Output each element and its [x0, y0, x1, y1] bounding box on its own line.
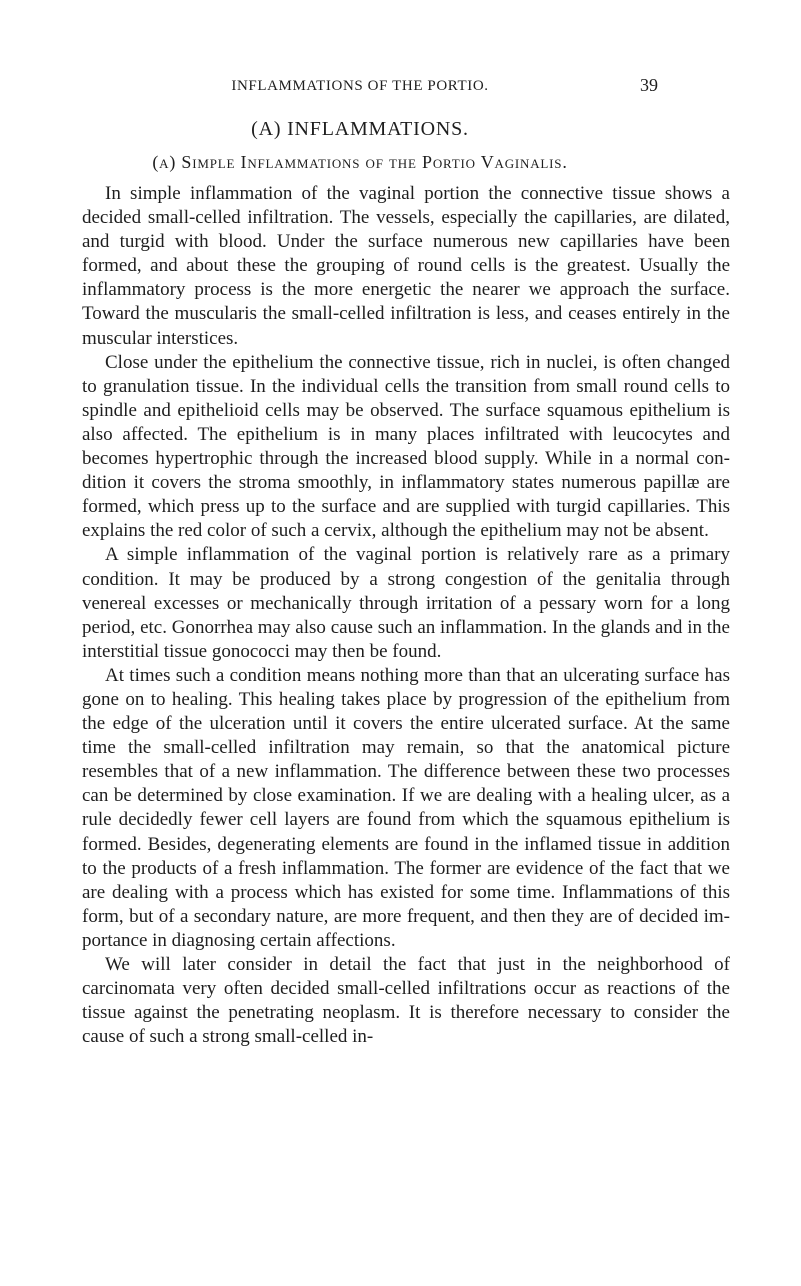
paragraph: In simple inflammation of the vaginal portion the connective tissue shows a decided small-celled infiltration. The vessels, especially the capillaries, are dilated, and turgid with blood. Under the surface numerous new capillaries have been formed, and about these the grouping of round cells is the greatest. Usually the inflammatory process is the more energetic the nearer we approach the surface. Toward the muscularis the small-celled infiltration is less, and ceases entirely in the muscular interstices. — [82, 183, 730, 349]
running-title: INFLAMMATIONS OF THE PORTIO. — [231, 78, 489, 94]
paragraph: Close under the epithelium the connective tissue, rich in nuclei, is often changed to granulation tissue. In the individual cells the transition from small round cells to spindle and epithelioid cells may be observed. The surface squamous epithelium is also affected. The epithelium is in many places infiltrated with leucocytes and becomes hypertrophic through the increased blood supply. While in a normal condition it covers the stroma smoothly, in inflammatory states numerous papillæ are formed, which press up to the surface and are supplied with turgid capillaries. This explains the red color of such a cervix, although the epithelium may not be absent. — [82, 351, 730, 542]
page-number: 39 — [640, 75, 658, 95]
chapter-title: (A) INFLAMMATIONS. — [251, 118, 469, 140]
paragraph: At times such a condition means nothing more than that an ulcerating surface has gone on to healing. This healing takes place by progression of the epithelium from the edge of the ulceration until it covers the entire ulcerated surface. At the same time the small-celled infiltration may remain, so that the anatomical picture resembles that of a new inflammation. The difference between these two processes can be determined by close examination. If we are dealing with a healing ulcer, as a rule decidedly fewer cell layers are found from which the squamous epithelium is formed. Besides, degenerating elements are found in the inflamed tissue in addition to the products of a fresh inflammation. The former are evidence of the fact that we are dealing with a process which has existed for some time. Inflammations of this form, but of a secondary nature, are more frequent, and then they are of decided importance in diagnosing certain affections. — [82, 664, 730, 951]
paragraph: A simple inflammation of the vaginal portion is relatively rare as a primary condition. It may be produced by a strong congestion of the genitalia through venereal excesses or mechanically through irritation of a pessary worn for a long period, etc. Gonorrhea may also cause such an inflammation. In the glands and in the interstitial tissue gonococci may then be found. — [82, 544, 730, 662]
section-title: (a) Simple Inflammations of the Portio Vaginalis. — [152, 152, 568, 172]
running-head — [62, 75, 658, 100]
body-text — [82, 182, 730, 1049]
paragraph: We will later consider in detail the fact that just in the neighborhood of carcinomata very often decided small-celled infiltrations occur as reactions of the tissue against the penetrating neoplasm. It is therefore necessary to consider the cause of such a strong small-celled in- — [82, 954, 730, 1048]
